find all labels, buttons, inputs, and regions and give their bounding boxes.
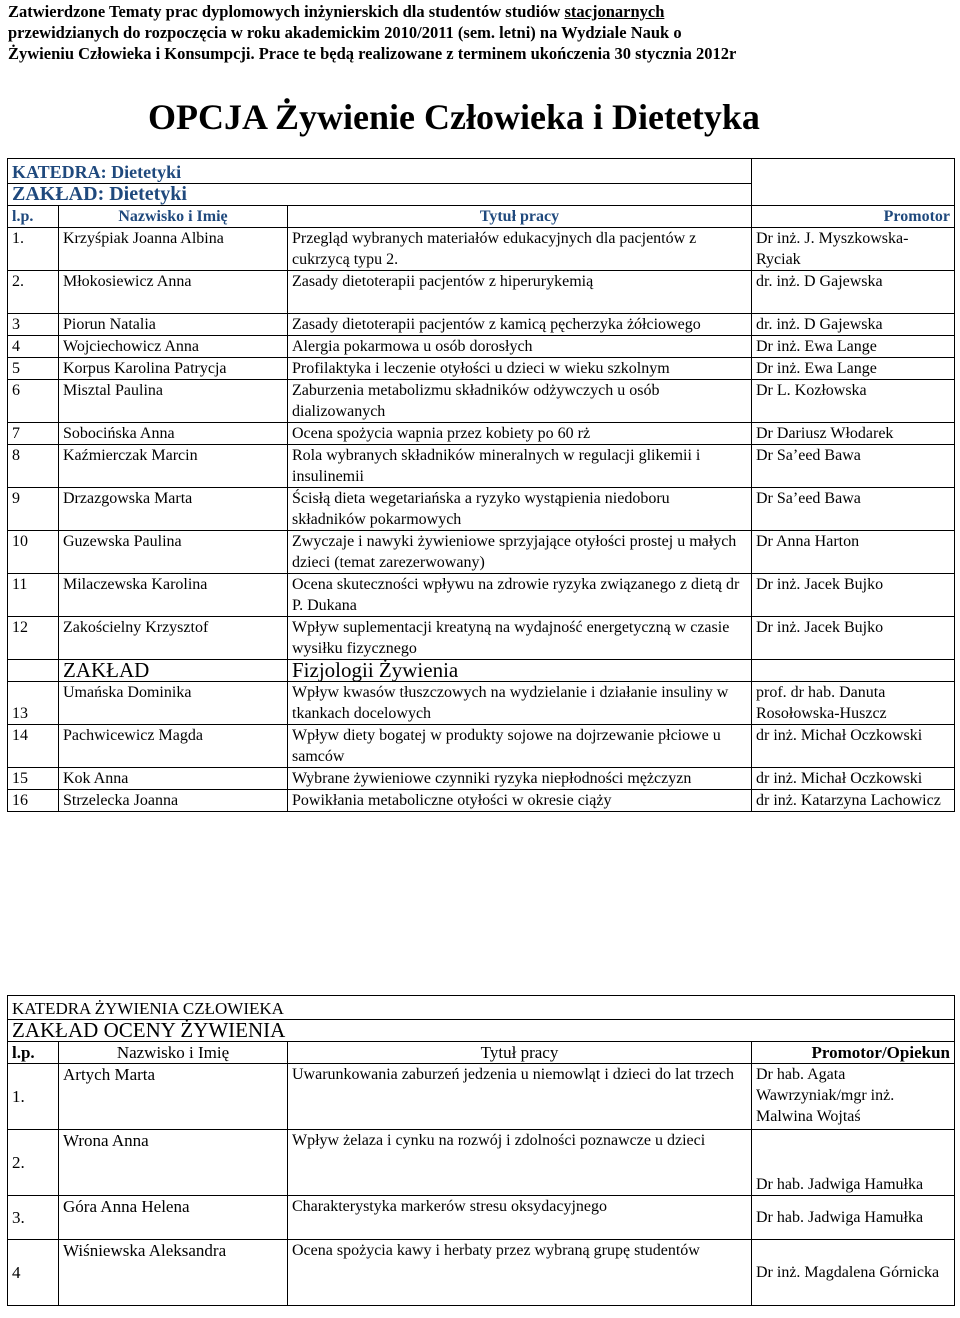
empty-cell	[752, 159, 955, 206]
table-row	[8, 314, 955, 336]
option-title: OPCJA Żywienie Człowieka i Dietetyka	[148, 97, 760, 137]
row-promotor: Dr hab. Agata Wawrzyniak/mgr inż. Malwina Wojtaś	[752, 1064, 955, 1130]
document-intro	[8, 1, 948, 64]
table-row	[8, 574, 955, 617]
row-promotor: Dr hab. Jadwiga Hamułka	[752, 1130, 955, 1196]
table-row	[8, 1196, 955, 1240]
row-lp: 10	[8, 531, 59, 574]
row-promotor: Dr Sa’eed Bawa	[752, 445, 955, 488]
row-promotor: dr. inż. D Gajewska	[752, 271, 955, 314]
intro-underlined-word: stacjonarnych	[564, 2, 665, 21]
row-promotor: prof. dr hab. Danuta Rosołowska-Huszcz	[752, 682, 955, 725]
row-title: Przegląd wybranych materiałów edukacyjnych dla pacjentów z cukrzycą typu 2.	[288, 228, 752, 271]
header-promotor: Promotor/Opiekun	[752, 1042, 955, 1064]
row-title: Wpływ kwasów tłuszczowych na wydzielanie i działanie insuliny w tkankach docelowych	[288, 682, 752, 725]
row-name: Milaczewska Karolina	[59, 574, 288, 617]
row-name: Misztal Paulina	[59, 380, 288, 423]
row-title: Profilaktyka i leczenie otyłości u dzieci w wieku szkolnym	[288, 358, 752, 380]
table-row	[8, 790, 955, 812]
row-promotor: Dr L. Kozłowska	[752, 380, 955, 423]
header-title: Tytuł pracy	[288, 206, 752, 228]
row-lp: 4	[8, 1240, 59, 1306]
row-title: Rola wybranych składników mineralnych w regulacji glikemii i insulinemii	[288, 445, 752, 488]
row-promotor: dr. inż. D Gajewska	[752, 314, 955, 336]
row-promotor: Dr inż. Ewa Lange	[752, 336, 955, 358]
row-lp: 16	[8, 790, 59, 812]
row-lp: 7	[8, 423, 59, 445]
row-title: Charakterystyka markerów stresu oksydacyjnego	[288, 1196, 752, 1240]
table-row	[8, 725, 955, 768]
zaklad-heading: ZAKŁAD: Dietetyki	[8, 184, 752, 206]
row-name: Pachwicewicz Magda	[59, 725, 288, 768]
row-lp: 15	[8, 768, 59, 790]
intro-line-3: Żywieniu Człowieka i Konsumpcji. Prace te będą realizowane z terminem ukończenia 30 stycznia 2012r	[8, 44, 737, 63]
row-name: Kok Anna	[59, 768, 288, 790]
table-row	[8, 531, 955, 574]
row-name: Piorun Natalia	[59, 314, 288, 336]
row-promotor: dr inż. Katarzyna Lachowicz	[752, 790, 955, 812]
row-title: Ścisłą dieta wegetariańska a ryzyko wystąpienia niedoboru składników pokarmowych	[288, 488, 752, 531]
row-lp: 3.	[8, 1196, 59, 1240]
row-promotor: Dr Anna Harton	[752, 531, 955, 574]
katedra2-heading: KATEDRA ŻYWIENIA CZŁOWIEKA	[8, 996, 955, 1020]
table-row	[8, 445, 955, 488]
row-name: Strzelecka Joanna	[59, 790, 288, 812]
topics-table-dietetyki	[7, 158, 955, 812]
topics-table-ocena-zywienia	[7, 995, 955, 1306]
katedra-heading: KATEDRA: Dietetyki	[8, 159, 752, 184]
row-promotor: Dr Dariusz Włodarek	[752, 423, 955, 445]
row-promotor: Dr Sa’eed Bawa	[752, 488, 955, 531]
row-lp: 1.	[8, 228, 59, 271]
row-promotor: Dr inż. Jacek Bujko	[752, 574, 955, 617]
row-name: Zakościelny Krzysztof	[59, 617, 288, 660]
header-title: Tytuł pracy	[288, 1042, 752, 1064]
header-lp: l.p.	[8, 206, 59, 228]
row-name: Wojciechowicz Anna	[59, 336, 288, 358]
row-lp: 2.	[8, 271, 59, 314]
row-title: Zwyczaje i nawyki żywieniowe sprzyjające otyłości prostej u małych dzieci (temat zarezerwowany)	[288, 531, 752, 574]
empty-cell	[752, 660, 955, 682]
row-name: Krzyśpiak Joanna Albina	[59, 228, 288, 271]
row-promotor: Dr inż. J. Myszkowska-Ryciak	[752, 228, 955, 271]
rows-group-1	[8, 228, 955, 660]
table-row	[8, 488, 955, 531]
row-name: Umańska Dominika	[59, 682, 288, 725]
header-name: Nazwisko i Imię	[59, 1042, 288, 1064]
row-name: Wrona Anna	[59, 1130, 288, 1196]
row-name: Sobocińska Anna	[59, 423, 288, 445]
row-promotor: dr inż. Michał Oczkowski	[752, 768, 955, 790]
row-title: Ocena spożycia wapnia przez kobiety po 60 rż	[288, 423, 752, 445]
table-row	[8, 617, 955, 660]
row-promotor: Dr inż. Magdalena Górnicka	[752, 1240, 955, 1306]
row-title: Uwarunkowania zaburzeń jedzenia u niemowląt i dzieci do lat trzech	[288, 1064, 752, 1130]
row-lp: 5	[8, 358, 59, 380]
row-lp: 1.	[8, 1064, 59, 1130]
row-lp: 3	[8, 314, 59, 336]
table-row	[8, 1064, 955, 1130]
table-row	[8, 336, 955, 358]
row-lp: 6	[8, 380, 59, 423]
row-promotor: dr inż. Michał Oczkowski	[752, 725, 955, 768]
row-lp: 13	[8, 682, 59, 725]
row-promotor: Dr inż. Jacek Bujko	[752, 617, 955, 660]
row-title: Ocena skuteczności wpływu na zdrowie ryzyka związanego z dietą dr P. Dukana	[288, 574, 752, 617]
rows-group-2	[8, 682, 955, 812]
row-name: Korpus Karolina Patrycja	[59, 358, 288, 380]
row-title: Alergia pokarmowa u osób dorosłych	[288, 336, 752, 358]
table-row	[8, 423, 955, 445]
row-name: Artych Marta	[59, 1064, 288, 1130]
table-row	[8, 271, 955, 314]
intro-line-2: przewidzianych do rozpoczęcia w roku akademickim 2010/2011 (sem. letni) na Wydziale Nauk o	[8, 23, 682, 42]
row-lp: 8	[8, 445, 59, 488]
row-title: Wpływ diety bogatej w produkty sojowe na dojrzewanie płciowe u samców	[288, 725, 752, 768]
zaklad2-heading: ZAKŁAD OCENY ŻYWIENIA	[8, 1020, 955, 1042]
table-row	[8, 228, 955, 271]
header-promotor: Promotor	[752, 206, 955, 228]
row-name: Kaźmierczak Marcin	[59, 445, 288, 488]
row-name: Drzazgowska Marta	[59, 488, 288, 531]
row-name: Młokosiewicz Anna	[59, 271, 288, 314]
zaklad-fizjologii-name: Fizjologii Żywienia	[288, 660, 752, 682]
table-row	[8, 358, 955, 380]
row-lp: 12	[8, 617, 59, 660]
row-title: Zasady dietoterapii pacjentów z hiperurykemią	[288, 271, 752, 314]
row-name: Guzewska Paulina	[59, 531, 288, 574]
row-title: Zasady dietoterapii pacjentów z kamicą pęcherzyka żółciowego	[288, 314, 752, 336]
zaklad-fizjologii-row	[8, 660, 955, 682]
table-row	[8, 380, 955, 423]
row-lp: 9	[8, 488, 59, 531]
row-lp: 11	[8, 574, 59, 617]
row-promotor: Dr hab. Jadwiga Hamułka	[752, 1196, 955, 1240]
row-title: Wybrane żywieniowe czynniki ryzyka niepłodności mężczyzn	[288, 768, 752, 790]
table-row	[8, 768, 955, 790]
row-title: Wpływ suplementacji kreatyną na wydajność energetyczną w czasie wysiłku fizycznego	[288, 617, 752, 660]
header-name: Nazwisko i Imię	[59, 206, 288, 228]
row-title: Wpływ żelaza i cynku na rozwój i zdolności poznawcze u dzieci	[288, 1130, 752, 1196]
table-row	[8, 682, 955, 725]
table-row	[8, 1130, 955, 1196]
row-title: Powikłania metaboliczne otyłości w okresie ciąży	[288, 790, 752, 812]
row-lp: 2.	[8, 1130, 59, 1196]
header-lp: l.p.	[8, 1042, 59, 1064]
row-title: Ocena spożycia kawy i herbaty przez wybraną grupę studentów	[288, 1240, 752, 1306]
row-promotor: Dr inż. Ewa Lange	[752, 358, 955, 380]
row-lp: 4	[8, 336, 59, 358]
row-title: Zaburzenia metabolizmu składników odżywczych u osób dializowanych	[288, 380, 752, 423]
intro-line-1-text: Zatwierdzone Tematy prac dyplomowych inżynierskich dla studentów studiów	[8, 2, 565, 21]
empty-cell	[8, 660, 59, 682]
row-lp: 14	[8, 725, 59, 768]
zaklad-label: ZAKŁAD	[59, 660, 288, 682]
table-row	[8, 1240, 955, 1306]
row-name: Wiśniewska Aleksandra	[59, 1240, 288, 1306]
row-name: Góra Anna Helena	[59, 1196, 288, 1240]
intro-line-1	[8, 1, 948, 22]
